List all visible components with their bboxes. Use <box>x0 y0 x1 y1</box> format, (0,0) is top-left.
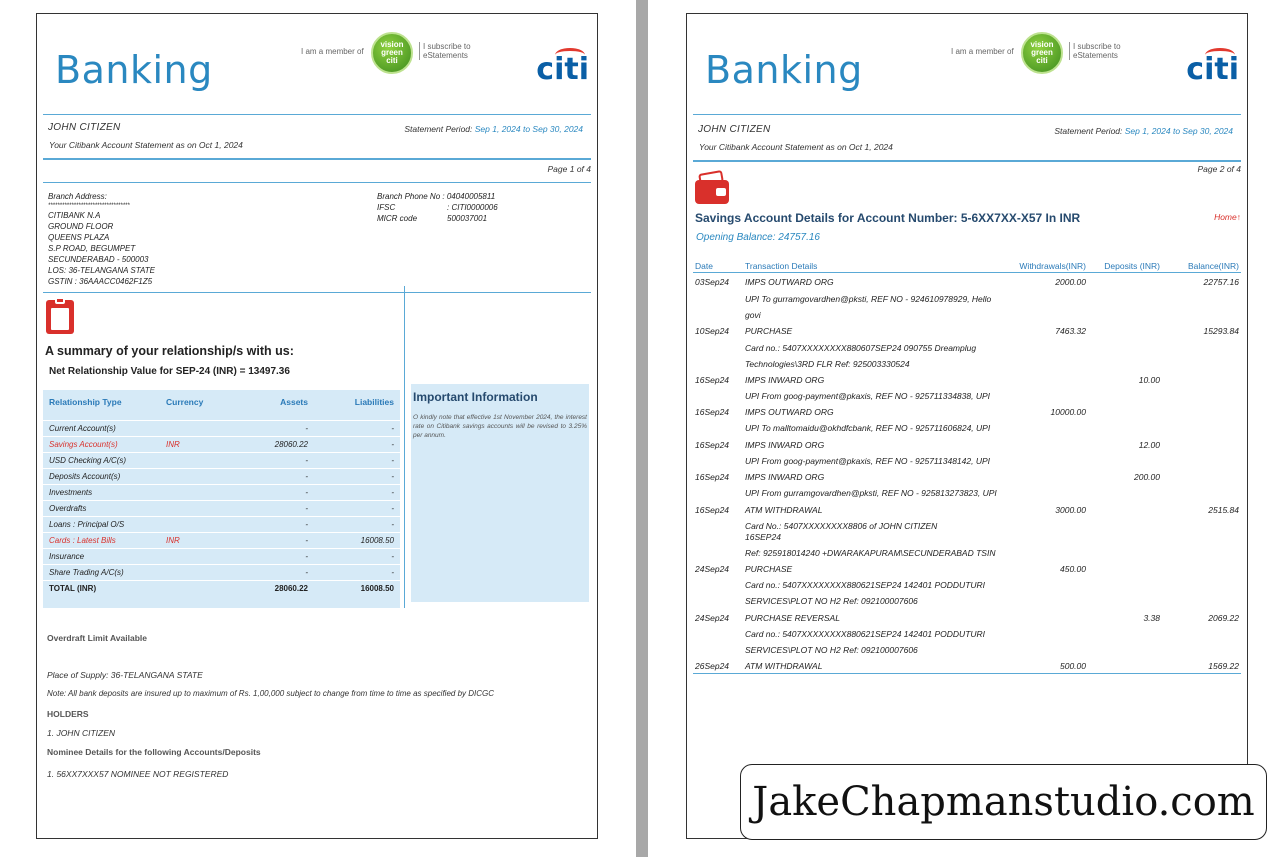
transaction-row <box>693 594 1241 610</box>
address-line: GSTIN : 36AAACC0462F1Z5 <box>48 277 153 286</box>
transaction-row <box>693 275 1241 291</box>
branch-address <box>48 191 155 287</box>
tx-details: Ref: 925918014240 +DWARAKAPURAM\SECUNDERABAD TSIN <box>745 548 996 558</box>
vision-green-badge <box>951 32 1131 76</box>
tx-details: SERVICES\PLOT NO H2 Ref: 092100007606 <box>745 645 918 655</box>
branch-phone: Branch Phone No : 04040005811 <box>377 192 496 201</box>
tx-details: Card no.: 5407XXXXXXXX880621SEP24 142401 PODDUTURI <box>745 629 986 639</box>
tx-deposit: 200.00 <box>1134 472 1160 482</box>
transaction-row <box>693 454 1241 470</box>
transaction-row <box>693 611 1241 627</box>
vg-line-3: citi <box>1036 56 1048 65</box>
column-divider <box>404 286 405 608</box>
table-row: USD Checking A/C(s) - - <box>43 452 400 468</box>
estatements-text: I subscribe to eStatements <box>419 42 471 60</box>
tx-details: IMPS INWARD ORG <box>745 440 825 450</box>
tx-details: SERVICES\PLOT NO H2 Ref: 092100007606 <box>745 596 918 606</box>
tx-date: 24Sep24 <box>695 564 730 574</box>
vg-line-2: green <box>381 48 403 57</box>
info-title: Important Information <box>413 390 538 404</box>
important-information <box>411 384 589 602</box>
transaction-row <box>693 578 1241 594</box>
branch-address-label: Branch Address: <box>48 192 107 201</box>
tx-details: UPI From gurramgovardhen@pksti, REF NO - 925813273823, UPI <box>745 488 997 498</box>
vg-line-2: green <box>1031 48 1053 57</box>
tx-balance: 1569.22 <box>1208 661 1239 671</box>
statement-date-line: Your Citibank Account Statement as on Oct 1, 2024 <box>49 140 243 150</box>
transaction-row <box>693 438 1241 454</box>
nominee-item: 1. 56XX7XXX57 NOMINEE NOT REGISTERED <box>47 769 229 779</box>
tx-details: IMPS INWARD ORG <box>745 472 825 482</box>
net-relationship-value: Net Relationship Value for SEP-24 (INR) = 13497.36 <box>49 366 290 377</box>
col-liabilities: Liabilities <box>354 397 394 407</box>
table-row: Overdrafts - - <box>43 500 400 516</box>
micr-row: MICR code 500037001 <box>377 214 488 223</box>
tx-details: IMPS INWARD ORG <box>745 375 825 385</box>
col-currency: Currency <box>166 397 204 407</box>
citi-logo: citi <box>1186 52 1239 87</box>
transaction-row <box>693 562 1241 578</box>
transaction-row <box>693 389 1241 405</box>
vision-green-citi-logo <box>371 32 413 74</box>
watermark-banner: JakeChapmanstudio.com <box>740 764 1267 840</box>
tx-date: 03Sep24 <box>695 277 730 287</box>
dicgc-note: Note: All bank deposits are insured up to maximum of Rs. 1,00,000 subject to change from time to time as specified by DICGC <box>47 689 495 698</box>
relationship-table <box>43 390 400 608</box>
vg-line-3: citi <box>386 56 398 65</box>
account-title: Savings Account Details for Account Number: 5-6XX7XX-X57 In INR <box>695 211 1081 225</box>
tx-deposit: 3.38 <box>1143 613 1160 623</box>
transaction-row <box>693 627 1241 643</box>
tx-withdrawal: 2000.00 <box>1055 277 1086 287</box>
table-row: Loans : Principal O/S - - <box>43 516 400 532</box>
header-rule <box>693 114 1241 115</box>
transactions-end-rule <box>693 673 1241 674</box>
opening-balance: Opening Balance: 24757.16 <box>696 232 820 243</box>
page-number: Page 1 of 4 <box>547 164 591 174</box>
tx-details: Card no.: 5407XXXXXXXX880607SEP24 090755 Dreamplug <box>745 343 977 353</box>
tx-details: PURCHASE REVERSAL <box>745 613 840 623</box>
transaction-row <box>693 421 1241 437</box>
vg-line-1: vision <box>1030 40 1054 49</box>
transaction-row <box>693 503 1241 519</box>
address-line: S.P ROAD, BEGUMPET <box>48 244 136 253</box>
statement-page-1 <box>36 13 598 839</box>
tx-details: Card no.: 5407XXXXXXXX880621SEP24 142401 PODDUTURI <box>745 580 986 590</box>
tx-details: govi <box>745 310 761 320</box>
info-text: O kindly note that effective 1st November 2024, the interest rate on Citibank savings accounts will be revised to 3.25% per annum. <box>413 414 587 439</box>
citi-logo: citi <box>536 52 589 87</box>
tx-balance: 22757.16 <box>1203 277 1239 287</box>
tx-date: 24Sep24 <box>695 613 730 623</box>
tx-date: 26Sep24 <box>695 661 730 671</box>
tx-details: IMPS OUTWARD ORG <box>745 277 834 287</box>
tx-deposit: 12.00 <box>1138 440 1160 450</box>
tx-date: 16Sep24 <box>695 375 730 385</box>
transaction-row <box>693 546 1241 562</box>
section-rule <box>43 292 591 293</box>
tx-balance: 15293.84 <box>1203 326 1239 336</box>
col-deposits: Deposits (INR) <box>1104 261 1160 271</box>
table-row: Share Trading A/C(s) - - <box>43 564 400 580</box>
tx-details: IMPS OUTWARD ORG <box>745 407 834 417</box>
page-gap-bar <box>636 0 648 857</box>
tx-date: 16Sep24 <box>695 472 730 482</box>
statement-page-2 <box>686 13 1248 839</box>
member-text: I am a member of <box>951 47 1014 56</box>
clipboard-icon <box>46 300 74 334</box>
branch-details <box>377 191 498 224</box>
tx-details: UPI To gurramgovardhen@pksti, REF NO - 924610978929, Hello <box>745 294 992 304</box>
ifsc-row: IFSC : CITI0000006 <box>377 203 498 212</box>
transaction-row <box>693 643 1241 659</box>
address-line: SECUNDERABAD - 500003 <box>48 255 149 264</box>
tx-withdrawal: 10000.00 <box>1050 407 1086 417</box>
table-row[interactable]: Savings Account(s) INR 28060.22 - <box>43 436 400 452</box>
header-rule-3 <box>43 182 591 183</box>
home-link[interactable]: Home↑ <box>1214 212 1241 222</box>
arrow-up-icon: ↑ <box>1236 212 1241 222</box>
transaction-row <box>693 308 1241 324</box>
tx-date: 10Sep24 <box>695 326 730 336</box>
address-line: GROUND FLOOR <box>48 222 114 231</box>
customer-name: JOHN CITIZEN <box>48 122 121 133</box>
branch-address-stars: *********************************** <box>48 203 130 209</box>
tx-details: Card No.: 5407XXXXXXXX8806 of JOHN CITIZEN <box>745 521 938 531</box>
table-row: Deposits Account(s) - - <box>43 468 400 484</box>
overdraft-label: Overdraft Limit Available <box>47 633 147 643</box>
table-row: Current Account(s) - - <box>43 420 400 436</box>
transactions-header <box>693 259 1241 273</box>
tx-balance: 2069.22 <box>1208 613 1239 623</box>
tx-balance: 2515.84 <box>1208 505 1239 515</box>
transaction-row <box>693 470 1241 486</box>
holders-label: HOLDERS <box>47 709 89 719</box>
transaction-row <box>693 357 1241 373</box>
transaction-row <box>693 530 1241 546</box>
transaction-row <box>693 486 1241 502</box>
address-line: CITIBANK N.A <box>48 211 101 220</box>
tx-details: UPI To malltomaidu@okhdfcbank, REF NO - 925711606824, UPI <box>745 423 991 433</box>
statement-period: Statement Period: Sep 1, 2024 to Sep 30, 2024 <box>404 124 583 134</box>
statement-date-line: Your Citibank Account Statement as on Oct 1, 2024 <box>699 142 893 152</box>
table-row: Insurance - - <box>43 548 400 564</box>
col-date: Date <box>695 261 713 271</box>
header-rule-2 <box>693 160 1241 162</box>
vg-line-1: vision <box>380 40 404 49</box>
place-of-supply: Place of Supply: 36-TELANGANA STATE <box>47 670 203 680</box>
transaction-row <box>693 341 1241 357</box>
table-row: Investments - - <box>43 484 400 500</box>
banking-logo: Banking <box>55 48 213 92</box>
col-assets: Assets <box>280 397 308 407</box>
tx-details: Technologies\3RD FLR Ref: 925003330524 <box>745 359 910 369</box>
tx-details: ATM WITHDRAWAL <box>745 505 823 515</box>
wallet-icon <box>695 172 729 204</box>
tx-withdrawal: 3000.00 <box>1055 505 1086 515</box>
tx-withdrawal: 500.00 <box>1060 661 1086 671</box>
summary-title: A summary of your relationship/s with us: <box>45 344 294 358</box>
address-line: LOS: 36-TELANGANA STATE <box>48 266 155 275</box>
tx-date: 16Sep24 <box>695 440 730 450</box>
header-rule <box>43 114 591 115</box>
banking-logo: Banking <box>705 48 863 92</box>
address-line: QUEENS PLAZA <box>48 233 110 242</box>
tx-details: UPI From goog-payment@pkaxis, REF NO - 925711348142, UPI <box>745 456 991 466</box>
holder-item: 1. JOHN CITIZEN <box>47 728 116 738</box>
col-balance: Balance(INR) <box>1187 261 1239 271</box>
col-relationship-type: Relationship Type <box>49 397 122 407</box>
tx-details: ATM WITHDRAWAL <box>745 661 823 671</box>
tx-deposit: 10.00 <box>1138 375 1160 385</box>
vision-green-badge <box>301 32 481 76</box>
tx-details: PURCHASE <box>745 326 793 336</box>
tx-date: 16Sep24 <box>695 505 730 515</box>
tx-details: PURCHASE <box>745 564 793 574</box>
col-withdrawals: Withdrawals(INR) <box>1019 261 1086 271</box>
relationship-table-header <box>43 394 400 408</box>
transaction-row <box>693 292 1241 308</box>
table-total-row: TOTAL (INR) 28060.22 16008.50 <box>43 580 400 596</box>
tx-date: 16Sep24 <box>695 407 730 417</box>
col-details: Transaction Details <box>745 261 818 271</box>
member-text: I am a member of <box>301 47 364 56</box>
table-row[interactable]: Cards : Latest Bills INR - 16008.50 <box>43 532 400 548</box>
page-number: Page 2 of 4 <box>1197 164 1241 174</box>
statement-period: Statement Period: Sep 1, 2024 to Sep 30, 2024 <box>1054 126 1233 136</box>
tx-details: UPI From goog-payment@pkaxis, REF NO - 925711334838, UPI <box>745 391 991 401</box>
tx-withdrawal: 450.00 <box>1060 564 1086 574</box>
tx-details: 16SEP24 <box>745 532 781 542</box>
customer-name: JOHN CITIZEN <box>698 124 771 135</box>
header-rule-2 <box>43 158 591 160</box>
tx-withdrawal: 7463.32 <box>1055 326 1086 336</box>
transaction-row <box>693 373 1241 389</box>
transaction-row <box>693 405 1241 421</box>
estatements-text: I subscribe to eStatements <box>1069 42 1121 60</box>
nominee-label: Nominee Details for the following Accounts/Deposits <box>47 747 261 757</box>
vision-green-citi-logo <box>1021 32 1063 74</box>
transaction-row <box>693 324 1241 340</box>
